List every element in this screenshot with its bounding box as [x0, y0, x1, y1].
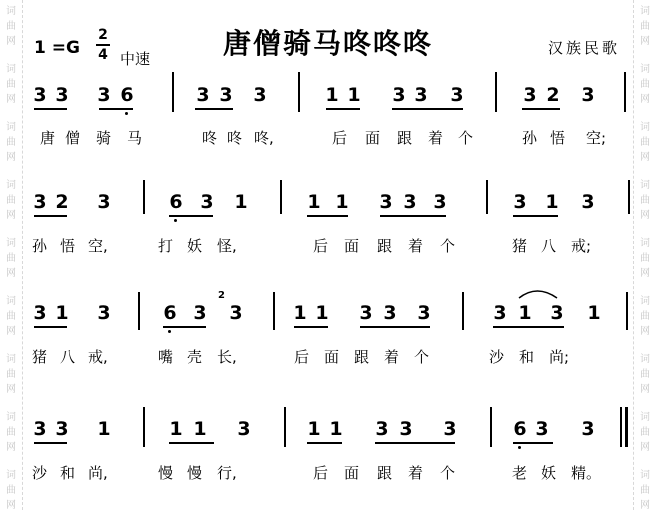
watermark-glyph: 网 — [6, 152, 16, 163]
watermark-glyph: 网 — [640, 94, 650, 105]
note: 6 — [169, 191, 183, 213]
lyric-char: 尚, — [88, 464, 108, 482]
watermark-glyph: 词 — [6, 6, 16, 17]
lyric-char: 咚, — [254, 129, 274, 147]
watermark-glyph: 词 — [640, 64, 650, 75]
beam-underline — [380, 215, 446, 217]
barline — [490, 407, 492, 447]
lyric-char: 妖 — [187, 237, 203, 255]
note: 3 — [581, 191, 595, 213]
beam-underline — [392, 108, 463, 110]
lyric-char: 孙 — [32, 237, 48, 255]
note: 1 — [307, 418, 321, 440]
watermark-glyph: 词 — [6, 64, 16, 75]
note: 3 — [433, 191, 447, 213]
watermark-glyph: 网 — [6, 500, 16, 510]
barline — [284, 407, 286, 447]
lyric-char: 后 — [294, 348, 310, 366]
watermark-glyph: 网 — [640, 500, 650, 510]
lyric-char: 空; — [586, 129, 607, 147]
lyric-char: 妖 — [541, 464, 557, 482]
note: 3 — [581, 84, 595, 106]
time-signature-bottom: 4 — [98, 47, 108, 63]
watermark-glyph: 词 — [640, 6, 650, 17]
barline — [495, 72, 497, 112]
watermark-glyph: 词 — [6, 180, 16, 191]
watermark-glyph: 词 — [640, 296, 650, 307]
lyric-char: 怪, — [217, 237, 237, 255]
lyric-char: 悟 — [60, 237, 76, 255]
note: 6 — [163, 302, 177, 324]
watermark-glyph: 网 — [6, 268, 16, 279]
beam-underline — [195, 108, 233, 110]
watermark-glyph: 网 — [6, 384, 16, 395]
note: 3 — [513, 191, 527, 213]
watermark-glyph: 曲 — [640, 427, 650, 438]
note: 1 — [518, 302, 532, 324]
lyric-char: 跟 — [377, 464, 393, 482]
watermark-glyph: 曲 — [640, 137, 650, 148]
note: 2 — [55, 191, 69, 213]
note: 3 — [97, 302, 111, 324]
lyric-char: 着 — [384, 348, 400, 366]
note: 1 — [193, 418, 207, 440]
note: 1 — [587, 302, 601, 324]
barline — [143, 407, 145, 447]
watermark-left — [0, 0, 23, 510]
beam-underline — [169, 442, 214, 444]
note: 3 — [417, 302, 431, 324]
lyric-char: 长, — [217, 348, 237, 366]
lyric-char: 面 — [344, 464, 360, 482]
lyric-char: 着 — [408, 464, 424, 482]
note: 3 — [375, 418, 389, 440]
note: 1 — [325, 84, 339, 106]
song-title: 唐僧骑马咚咚咚 — [222, 27, 433, 60]
beam-underline — [34, 442, 67, 444]
note: 3 — [450, 84, 464, 106]
note: 3 — [33, 418, 47, 440]
lyric-char: 嘴 — [158, 348, 174, 366]
watermark-glyph: 曲 — [6, 79, 16, 90]
barline — [620, 407, 622, 447]
watermark-glyph: 网 — [640, 442, 650, 453]
watermark-glyph: 曲 — [6, 311, 16, 322]
lyric-char: 僧 — [65, 129, 81, 147]
lyric-char: 面 — [365, 129, 381, 147]
lyric-char: 悟 — [550, 129, 566, 147]
beam-underline — [169, 215, 213, 217]
time-signature — [96, 28, 110, 62]
watermark-glyph: 词 — [6, 238, 16, 249]
lyric-char: 着 — [408, 237, 424, 255]
song-source: 汉族民歌 — [547, 39, 620, 57]
low-octave-dot — [125, 112, 128, 115]
lyric-char: 壳 — [187, 348, 203, 366]
note: 3 — [229, 302, 243, 324]
note: 3 — [359, 302, 373, 324]
beam-underline — [375, 442, 455, 444]
note: 1 — [329, 418, 343, 440]
note: 3 — [443, 418, 457, 440]
watermark-glyph: 网 — [640, 384, 650, 395]
lyric-char: 个 — [440, 464, 456, 482]
note: 3 — [97, 191, 111, 213]
note: 3 — [403, 191, 417, 213]
watermark-glyph: 曲 — [6, 253, 16, 264]
barline — [486, 180, 488, 214]
note: 3 — [399, 418, 413, 440]
lyric-char: 后 — [332, 129, 348, 147]
lyric-char: 八 — [60, 348, 76, 366]
lyric-char: 着 — [428, 129, 444, 147]
lyric-char: 个 — [440, 237, 456, 255]
watermark-glyph: 曲 — [640, 195, 650, 206]
note: 3 — [383, 302, 397, 324]
note: 1 — [169, 418, 183, 440]
beam-underline — [360, 326, 430, 328]
tempo-marking: 中速 — [120, 50, 151, 68]
watermark-glyph: 曲 — [640, 485, 650, 496]
barline — [462, 292, 464, 330]
barline — [628, 180, 630, 214]
note: 1 — [97, 418, 111, 440]
watermark-glyph: 曲 — [6, 195, 16, 206]
note: 6 — [513, 418, 527, 440]
note: 3 — [523, 84, 537, 106]
beam-underline — [326, 108, 360, 110]
beam-underline — [307, 442, 342, 444]
lyric-char: 八 — [541, 237, 557, 255]
watermark-glyph: 网 — [6, 94, 16, 105]
lyric-char: 戒, — [88, 348, 108, 366]
lyric-char: 和 — [519, 348, 535, 366]
lyric-char: 猪 — [32, 348, 48, 366]
lyric-char: 咚 — [227, 129, 243, 147]
note: 3 — [97, 84, 111, 106]
watermark-glyph: 词 — [640, 354, 650, 365]
lyric-char: 后 — [313, 464, 329, 482]
key-signature: 1 =G — [34, 38, 80, 58]
beam-underline — [99, 108, 133, 110]
watermark-glyph: 曲 — [6, 369, 16, 380]
note: 6 — [120, 84, 134, 106]
barline — [280, 180, 282, 214]
watermark-glyph: 曲 — [640, 311, 650, 322]
note: 3 — [200, 191, 214, 213]
watermark-glyph: 曲 — [640, 79, 650, 90]
watermark-right — [633, 0, 656, 510]
lyric-char: 沙 — [32, 464, 48, 482]
watermark-glyph: 曲 — [640, 21, 650, 32]
watermark-glyph: 网 — [640, 152, 650, 163]
beam-underline — [522, 108, 560, 110]
watermark-glyph: 网 — [6, 326, 16, 337]
grace-note: 2 — [218, 290, 225, 301]
note: 1 — [335, 191, 349, 213]
barline — [298, 72, 300, 112]
lyric-char: 马 — [127, 129, 143, 147]
lyric-char: 后 — [313, 237, 329, 255]
low-octave-dot — [518, 446, 521, 449]
lyric-char: 和 — [60, 464, 76, 482]
final-barline — [625, 407, 628, 447]
beam-underline — [163, 326, 206, 328]
lyric-char: 空, — [88, 237, 108, 255]
watermark-glyph: 网 — [640, 36, 650, 47]
beam-underline — [513, 215, 558, 217]
barline — [172, 72, 174, 112]
watermark-glyph: 词 — [640, 180, 650, 191]
lyric-char: 个 — [414, 348, 430, 366]
note: 1 — [545, 191, 559, 213]
lyric-char: 精。 — [571, 464, 602, 482]
watermark-glyph: 曲 — [6, 21, 16, 32]
note: 1 — [55, 302, 69, 324]
note: 3 — [219, 84, 233, 106]
beam-underline — [513, 442, 553, 444]
watermark-glyph: 网 — [6, 36, 16, 47]
note: 3 — [253, 84, 267, 106]
watermark-glyph: 词 — [640, 412, 650, 423]
lyric-char: 唐 — [40, 129, 56, 147]
watermark-glyph: 网 — [640, 326, 650, 337]
note: 3 — [33, 191, 47, 213]
watermark-glyph: 曲 — [6, 485, 16, 496]
lyric-char: 行, — [217, 464, 237, 482]
watermark-glyph: 网 — [6, 442, 16, 453]
low-octave-dot — [168, 330, 171, 333]
lyric-char: 沙 — [489, 348, 505, 366]
lyric-char: 跟 — [397, 129, 413, 147]
note: 2 — [546, 84, 560, 106]
barline — [624, 72, 626, 112]
beam-underline — [34, 326, 67, 328]
note: 3 — [414, 84, 428, 106]
lyric-char: 面 — [344, 237, 360, 255]
barline — [138, 292, 140, 330]
watermark-glyph: 曲 — [640, 253, 650, 264]
lyric-char: 慢 — [187, 464, 203, 482]
watermark-glyph: 词 — [640, 122, 650, 133]
note: 1 — [293, 302, 307, 324]
note: 3 — [193, 302, 207, 324]
watermark-glyph: 曲 — [640, 369, 650, 380]
beam-underline — [307, 215, 348, 217]
watermark-glyph: 网 — [6, 210, 16, 221]
note: 3 — [392, 84, 406, 106]
beam-underline — [294, 326, 328, 328]
lyric-char: 咚 — [202, 129, 218, 147]
note: 3 — [550, 302, 564, 324]
note: 1 — [347, 84, 361, 106]
lyric-char: 骑 — [96, 129, 112, 147]
note: 3 — [33, 302, 47, 324]
note: 1 — [315, 302, 329, 324]
watermark-glyph: 词 — [6, 122, 16, 133]
watermark-glyph: 网 — [640, 210, 650, 221]
watermark-glyph: 词 — [6, 412, 16, 423]
watermark-glyph: 词 — [640, 470, 650, 481]
barline — [273, 292, 275, 330]
lyric-char: 老 — [512, 464, 528, 482]
note: 1 — [307, 191, 321, 213]
lyric-char: 猪 — [512, 237, 528, 255]
beam-underline — [493, 326, 564, 328]
lyric-char: 个 — [458, 129, 474, 147]
lyric-char: 戒; — [571, 237, 592, 255]
note: 3 — [55, 84, 69, 106]
watermark-glyph: 网 — [640, 268, 650, 279]
note: 3 — [535, 418, 549, 440]
low-octave-dot — [174, 219, 177, 222]
note: 3 — [55, 418, 69, 440]
watermark-glyph: 曲 — [6, 427, 16, 438]
watermark-glyph: 词 — [640, 238, 650, 249]
lyric-char: 尚; — [549, 348, 570, 366]
lyric-char: 跟 — [377, 237, 393, 255]
lyric-char: 打 — [158, 237, 174, 255]
watermark-glyph: 词 — [6, 354, 16, 365]
lyric-char: 孙 — [522, 129, 538, 147]
time-signature-top: 2 — [98, 27, 108, 43]
beam-underline — [34, 108, 67, 110]
note: 3 — [581, 418, 595, 440]
note: 3 — [196, 84, 210, 106]
note: 3 — [33, 84, 47, 106]
watermark-glyph: 曲 — [6, 137, 16, 148]
lyric-char: 慢 — [158, 464, 174, 482]
note: 3 — [379, 191, 393, 213]
note: 3 — [237, 418, 251, 440]
watermark-glyph: 词 — [6, 296, 16, 307]
watermark-glyph: 词 — [6, 470, 16, 481]
note: 1 — [234, 191, 248, 213]
barline — [143, 180, 145, 214]
beam-underline — [34, 215, 67, 217]
note: 3 — [493, 302, 507, 324]
lyric-char: 跟 — [354, 348, 370, 366]
slur-mark — [515, 284, 575, 300]
lyric-char: 面 — [324, 348, 340, 366]
barline — [626, 292, 628, 330]
